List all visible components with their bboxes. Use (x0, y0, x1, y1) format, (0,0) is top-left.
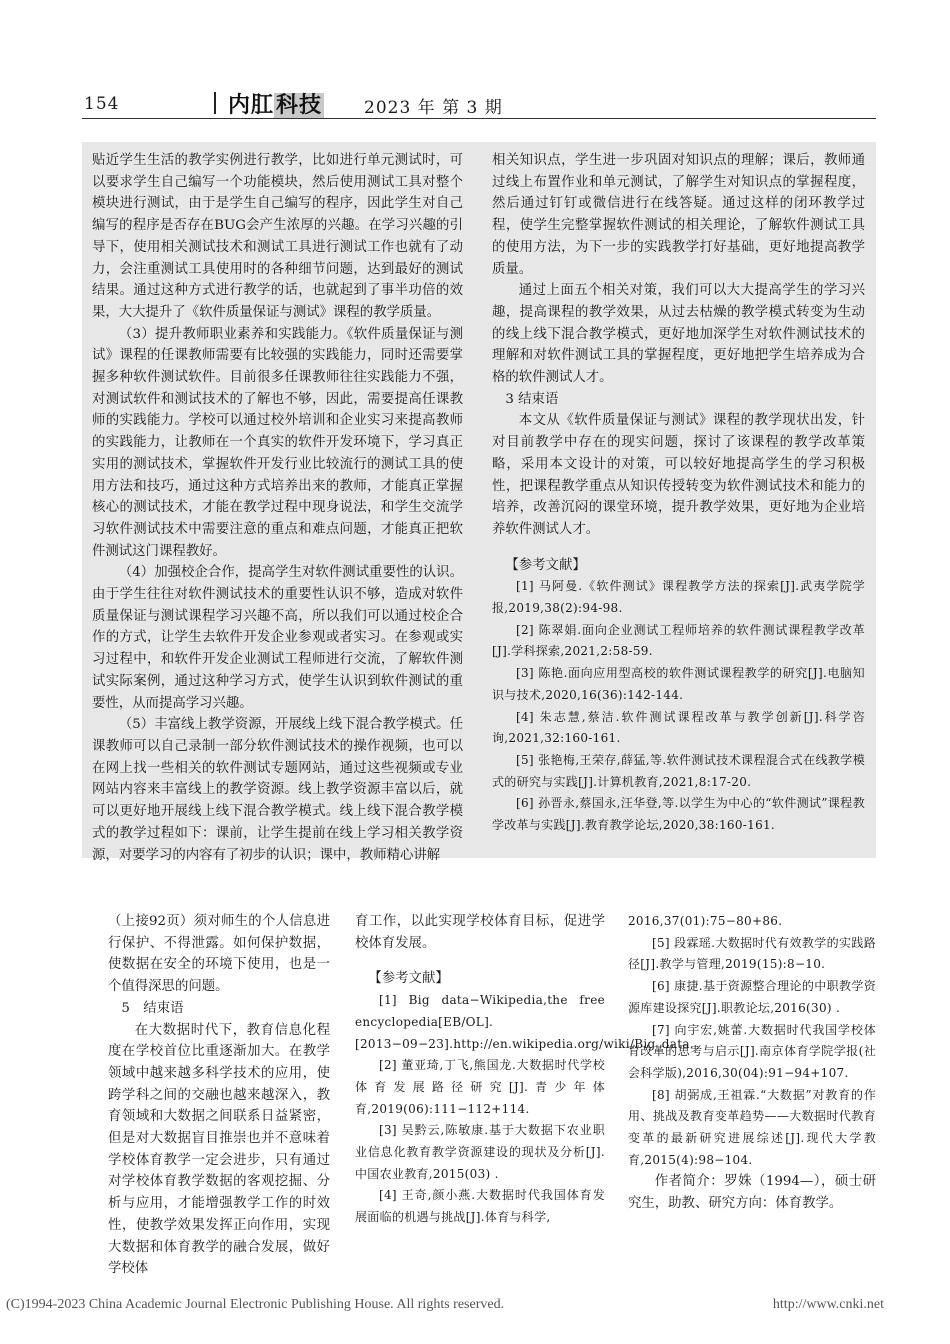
header-divider (214, 92, 216, 114)
paragraph: 在大数据时代下，教育信息化程度在学校首位比重逐渐加大。在教学领域中越来越多科学技术的应用，使跨学科之间的交融也越来越深入，教育领域和大数据之间联系日益紧密，但是对大数据盲目推崇也并不意味着学校体育教学一定会进步，只有通过对学校体育教学数据的客观挖掘、分析与应用，才能增强教学工作的时效性，使教学效果发挥正向作用，实现大数据和体育教学的融合发展，做好学校体 (108, 1022, 330, 1277)
reference-item: [1] Big data−Wikipedia,the free encyclopedia[EB/OL].[2013−09−23].http://en.wikipedia.org/wiki/Big_data. (355, 993, 694, 1051)
paragraph: 相关知识点，学生进一步巩固对知识点的理解；课后，教师通过线上布置作业和单元测试，了解学生对知识点的掌握程度，然后通过钉钉或微信进行在线答疑。通过这样的闭环教学过程，使学生完整掌握软件测试的相关理论，了解软件测试工具的使用方法，为下一步的实践教学打好基础，更好地提高教学质量。 (492, 153, 865, 277)
page-number: 154 (84, 94, 120, 114)
reference-item: [6] 孙晋永,蔡国永,汪华登,等.以学生为中心的“软件测试”课程教学改革与实践[J].教育教学论坛,2020,38:160-161. (492, 796, 865, 833)
paragraph: （上接92页）须对师生的个人信息进行保护、不得泄露。如何保护数据，使数据在安全的环境下使用，也是一个值得深思的问题。 (108, 914, 330, 995)
reference-item: [4] 王奇,颜小燕.大数据时代我国体育发展面临的机遇与挑战[J].体育与科学, (355, 1188, 605, 1225)
paragraph: 育工作，以此实现学校体育目标，促进学校体育发展。 (355, 914, 605, 951)
reference-item: [5] 张艳梅,王荣存,薛猛,等.软件测试技术课程混合式在线教学模式的研究与实践[J].计算机教育,2021,8:17-20. (492, 752, 865, 789)
journal-logo-part-a: 内肛 (228, 93, 275, 118)
section-heading: 5 结束语 (121, 1000, 184, 1016)
lower-column-3 (628, 911, 876, 1215)
reference-item: [2] 陈翠娟.面向企业测试工程师培养的软件测试课程教学改革[J].学科探索,2021,2:58-59. (492, 622, 865, 659)
running-header (82, 88, 876, 120)
lower-column-1 (108, 911, 330, 1280)
site-link[interactable]: http://www.cnki.net (772, 1297, 884, 1312)
copyright-notice: (C)1994-2023 China Academic Journal Electronic Publishing House. All rights reserved. (6, 1297, 505, 1312)
references-heading: 【参考文献】 (368, 971, 449, 987)
paragraph: 通过上面五个相关对策，我们可以大大提高学生的学习兴趣，提高课程的教学效果，从过去枯燥的教学模式转变为生动的线上线下混合教学模式，更好地加深学生对软件测试技术的理解和对软件测试工具的掌握程度，更好地把学生培养成为合格的软件测试人才。 (492, 283, 865, 386)
reference-item: [4] 朱志慧,蔡洁.软件测试课程改革与教学创新[J].科学咨询,2021,32:160-161. (492, 709, 865, 746)
journal-logo (228, 88, 324, 119)
paragraph: （4）加强校企合作，提高学生对软件测试重要性的认识。由于学生往往对软件测试技术的重要性认识不够，造成对软件质量保证与测试课程学习兴趣不高，所以我们可以通过校企合作的方式，让学生去软件开发企业参观或者实习。在参观或实习过程中，和软件开发企业测试工程师进行交流，了解软件测试实际案例，通过这种学习方式，使学生认识到软件测试的重要性，从而提高学习兴趣。 (92, 565, 463, 711)
references-heading: 【参考文献】 (505, 557, 586, 573)
upper-left-column (92, 150, 463, 866)
paragraph: （3）提升教师职业素养和实践能力。《软件质量保证与测试》课程的任课教师需要有比较强的实践能力，同时还需要掌握多种软件测试软件。目前很多任课教师往往实践能力不强，对测试软件和测试技术的了解也不够，因此，需要提高任课教师的实践能力。学校可以通过校外培训和企业实习来提高教师的实践能力，让教师在一个真实的软件开发环境下，学习真正实用的测试技术，掌握软件开发行业比较流行的测试工具的使用方法和技巧，通过这种方式培养出来的教师，才能真正掌握核心的测试技术，才能在教学过程中现身说法，和学生交流学习软件测试技术中需要注意的重点和难点问题，才能真正把软件测试这门课程教好。 (92, 326, 463, 559)
reference-item: [3] 陈艳.面向应用型高校的软件测试课程教学的研究[J].电脑知识与技术,2020,16(36):142-144. (492, 666, 865, 702)
reference-item: [6] 康捷.基于资源整合理论的中职教学资源库建设探究[J].职教论坛,2016(30) . (628, 979, 876, 1015)
section-heading: 3 结束语 (505, 391, 559, 407)
header-rule (82, 118, 876, 119)
reference-item: [1] 马阿曼.《软件测试》课程教学方法的探索[J].武夷学院学报,2019,38(2):94-98. (492, 579, 865, 616)
lower-column-2 (355, 911, 694, 1229)
reference-item: [5] 段霖瑶.大数据时代有效教学的实践路径[J].教学与管理,2019(15):8−10. (628, 935, 876, 972)
reference-item: [2] 董亚琦,丁飞,熊国龙.大数据时代学校体育发展路径研究[J].青少年体育,2019(06):111−112+114. (355, 1058, 605, 1116)
reference-item: [3] 吴黔云,陈敏康.基于大数据下农业职业信息化教育教学资源建设的现状及分析[J].中国农业教育,2015(03) . (355, 1123, 605, 1181)
reference-item: 2016,37(01):75−80+86. (628, 914, 783, 928)
paragraph: 本文从《软件质量保证与测试》课程的教学现状出发，针对目前教学中存在的现实问题，探讨了该课程的教学改革策略，采用本文设计的对策，可以较好地提高学生的学习积极性，把课程教学重点从知识传授转变为软件测试技术和能力的培养，改善沉闷的课堂环境，提升教学效果，更好地为企业培养软件测试人才。 (492, 413, 865, 537)
paragraph: 贴近学生生活的教学实例进行教学，比如进行单元测试时，可以要求学生自己编写一个功能模块，然后使用测试工具对整个模块进行测试，由于是学生自己编写的程序，因此学生对自己编写的程序是否存在BUG会产生浓厚的兴趣。在学习兴趣的引导下，使用相关测试技术和测试工具进行测试工作也就有了动力，会注重测试工具使用时的各种细节问题，达到最好的测试结果。通过这种方式进行教学的话，也就起到了事半功倍的效果，大大提升了《软件质量保证与测试》课程的教学质量。 (92, 153, 463, 320)
issue-info: 2023 年 第 3 期 (364, 98, 503, 118)
journal-logo-part-b: 科技 (276, 93, 323, 118)
author-bio: 作者简介：罗姝（1994—），硕士研究生，助教、研究方向：体育教学。 (628, 1174, 876, 1212)
reference-item: [7] 向宇宏,姚蕾.大数据时代我国学校体育改革的思考与启示[J].南京体育学院学报(社会科学版),2016,30(04):91−94+107. (628, 1022, 876, 1080)
upper-right-column (492, 150, 865, 837)
reference-item: [8] 胡弼成,王祖霖.“大数据”对教育的作用、挑战及教育变革趋势——大数据时代教育变革的最新研究进展综述[J].现代大学教育,2015(4):98−104. (628, 1087, 876, 1167)
paragraph: （5）丰富线上教学资源，开展线上线下混合教学模式。任课教师可以自己录制一部分软件测试技术的操作视频，也可以在网上找一些相关的软件测试专题网站，通过这些视频或专业网站内容来丰富线上的教学资源。线上教学资源丰富以后，就可以更好地开展线上线下混合教学模式。线上线下混合教学模式的教学过程如下：课前，让学生提前在线上学习相关教学资源，对要学习的内容有了初步的认识；课中，教师精心讲解 (92, 717, 463, 863)
